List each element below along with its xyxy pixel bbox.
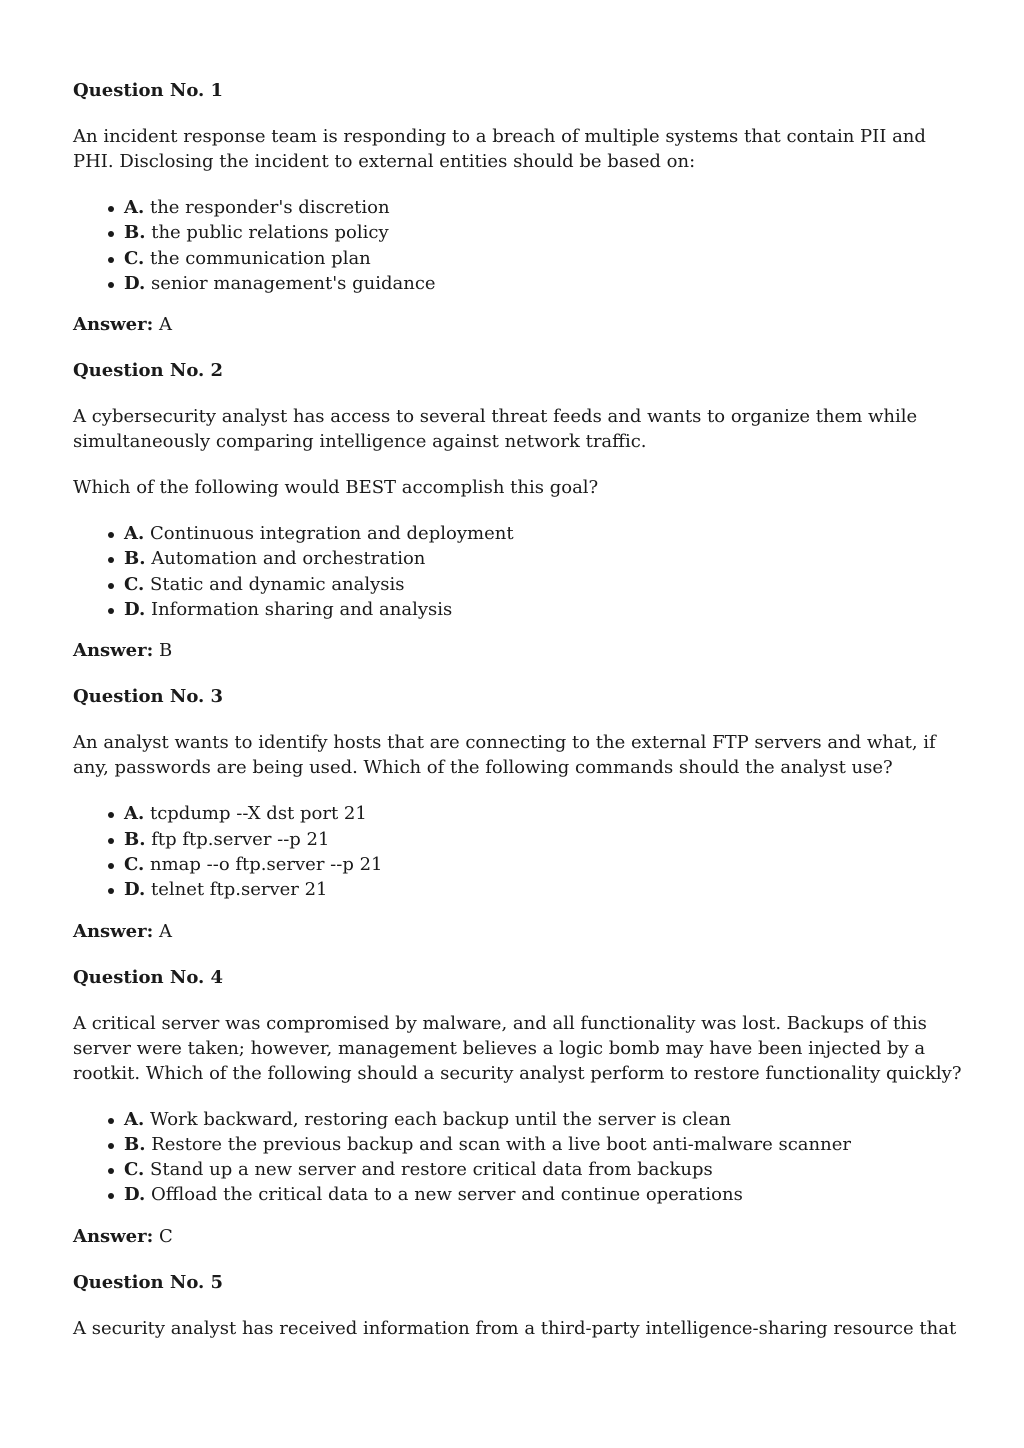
answer-value: A — [159, 314, 172, 336]
option-text: Stand up a new server and restore critical data from backups — [150, 1159, 713, 1181]
option-letter: C. — [124, 247, 145, 269]
option-list — [73, 801, 963, 902]
option-item — [73, 801, 963, 826]
answer-label: Answer: — [73, 640, 154, 662]
answer-line — [73, 638, 963, 663]
answer-label: Answer: — [73, 314, 154, 336]
option-text: Automation and orchestration — [151, 548, 426, 570]
question-title: Question No. 3 — [73, 686, 224, 708]
option-item — [73, 1107, 963, 1132]
option-text: senior management's guidance — [150, 272, 436, 294]
question-text: A cybersecurity analyst has access to several threat feeds and wants to organize them while simultaneously comparing intelligence against network traffic. — [73, 406, 918, 453]
option-text: the responder's discretion — [149, 197, 390, 218]
option-text: ftp ftp.server --p 21 — [151, 828, 330, 850]
document-page — [73, 78, 963, 1362]
option-letter: C. — [124, 1159, 145, 1181]
option-letter: C. — [124, 573, 145, 595]
option-text: telnet ftp.server 21 — [150, 879, 328, 901]
option-text: Restore the previous backup and scan with a live boot anti-malware scanner — [151, 1133, 851, 1155]
option-text: Offload the critical data to a new server and continue operations — [150, 1184, 743, 1206]
option-item — [73, 220, 963, 245]
question-block — [73, 965, 963, 1249]
answer-label: Answer: — [73, 920, 154, 942]
option-text: nmap --o ftp.server --p 21 — [150, 853, 383, 875]
bullet-icon — [108, 838, 114, 844]
question-text: An analyst wants to identify hosts that are connecting to the external FTP servers and what, if any, passwords are being used. Which of the following commands should the analyst use? — [73, 732, 936, 779]
option-item — [73, 1132, 963, 1157]
question-block — [73, 78, 963, 337]
option-letter: B. — [124, 1133, 146, 1155]
answer-line — [73, 1224, 963, 1249]
option-item — [73, 877, 963, 902]
answer-value: B — [159, 640, 173, 662]
bullet-icon — [108, 557, 114, 563]
bullet-icon — [108, 1193, 114, 1199]
answer-label: Answer: — [73, 1225, 154, 1247]
option-item — [73, 546, 963, 571]
option-letter: B. — [124, 828, 146, 850]
option-letter: A. — [124, 197, 145, 218]
option-letter: A. — [124, 1108, 145, 1130]
option-letter: D. — [124, 599, 146, 621]
bullet-icon — [108, 1168, 114, 1174]
option-item — [73, 827, 963, 852]
bullet-icon — [108, 206, 114, 212]
option-item — [73, 597, 963, 622]
question-block — [73, 358, 963, 663]
option-text: tcpdump --X dst port 21 — [149, 803, 367, 825]
option-text: Continuous integration and deployment — [149, 523, 514, 545]
question-title: Question No. 1 — [73, 80, 224, 101]
option-item — [73, 195, 963, 220]
answer-value: C — [159, 1225, 173, 1247]
option-list — [73, 521, 963, 622]
option-text: Information sharing and analysis — [150, 599, 453, 621]
option-item — [73, 1157, 963, 1182]
bullet-icon — [108, 888, 114, 894]
question-title: Question No. 5 — [73, 1271, 224, 1293]
question-prompt: Which of the following would BEST accomplish this goal? — [73, 477, 599, 499]
option-text: Static and dynamic analysis — [150, 573, 405, 595]
bullet-icon — [108, 282, 114, 288]
option-item — [73, 271, 963, 296]
option-text: the communication plan — [150, 247, 371, 269]
question-title: Question No. 4 — [73, 966, 224, 988]
question-text: A security analyst has received information from a third-party intelligence-sharing resource that — [73, 1317, 957, 1339]
option-item — [73, 246, 963, 271]
option-letter: C. — [124, 853, 145, 875]
bullet-icon — [108, 608, 114, 614]
option-letter: D. — [124, 879, 146, 901]
question-text: A critical server was compromised by malware, and all functionality was lost. Backups of this server were taken; however, management believes a logic bomb may have been injected by a rootkit. Which of the following should a security analyst perform to restore functionality quickly? — [73, 1012, 962, 1084]
bullet-icon — [108, 812, 114, 818]
option-item — [73, 572, 963, 597]
option-letter: D. — [124, 1184, 146, 1206]
question-title: Question No. 2 — [73, 360, 224, 382]
bullet-icon — [108, 532, 114, 538]
question-block — [73, 684, 963, 943]
option-letter: D. — [124, 272, 146, 294]
answer-line — [73, 312, 963, 337]
answer-value: A — [159, 920, 172, 942]
option-list — [73, 195, 963, 296]
bullet-icon — [108, 231, 114, 237]
option-text: Work backward, restoring each backup until the server is clean — [149, 1108, 731, 1130]
option-text: the public relations policy — [151, 222, 389, 244]
option-item — [73, 852, 963, 877]
bullet-icon — [108, 863, 114, 869]
option-list — [73, 1107, 963, 1208]
bullet-icon — [108, 1118, 114, 1124]
bullet-icon — [108, 1143, 114, 1149]
option-item — [73, 521, 963, 546]
option-letter: A. — [124, 803, 145, 825]
answer-line — [73, 919, 963, 944]
question-text: An incident response team is responding to a breach of multiple systems that contain PII and PHI. Disclosing the incident to external entities should be based on: — [73, 126, 926, 172]
question-block — [73, 1270, 963, 1341]
bullet-icon — [108, 257, 114, 263]
option-letter: B. — [124, 548, 146, 570]
option-letter: B. — [124, 222, 146, 244]
option-letter: A. — [124, 523, 145, 545]
bullet-icon — [108, 583, 114, 589]
option-item — [73, 1182, 963, 1207]
